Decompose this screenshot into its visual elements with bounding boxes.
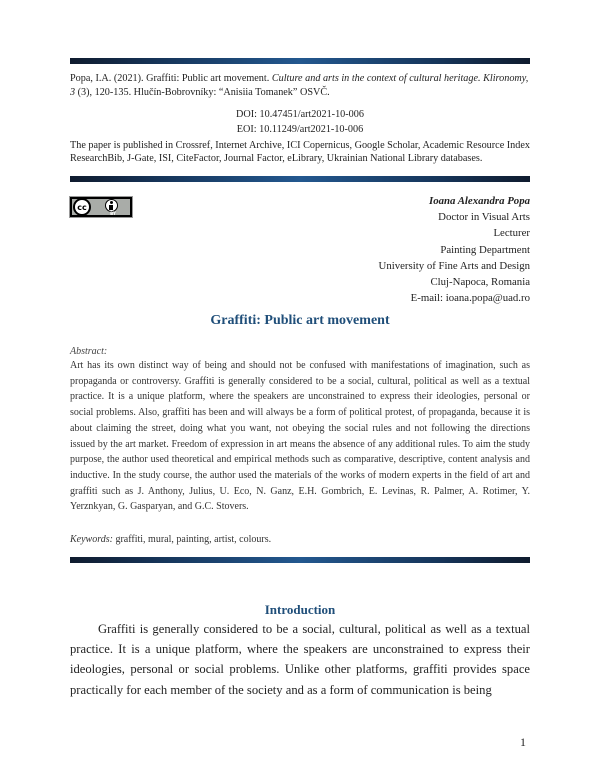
abstract-label: Abstract: bbox=[70, 346, 108, 357]
keywords-label: Keywords: bbox=[70, 534, 113, 545]
author-block bbox=[379, 193, 530, 306]
author-location: Cluj-Napoca, Romania bbox=[430, 276, 530, 289]
author-email[interactable]: E-mail: ioana.popa@uad.ro bbox=[410, 292, 530, 305]
author-university: University of Fine Arts and Design bbox=[378, 259, 530, 272]
citation: Popa, I.A. (2021). Graffiti: Public art movement. Culture and arts in the context of cultural heritage. Klironomy, 3 (3), 120-135. Hlučín-Bobrovníky: “Anisiia Tomanek” OSVČ. bbox=[70, 73, 529, 98]
author-name: Ioana Alexandra Popa bbox=[429, 195, 530, 207]
by-label: BY bbox=[110, 211, 116, 216]
introduction-heading: Introduction bbox=[264, 602, 336, 617]
cc-by-license-icon[interactable] bbox=[69, 196, 133, 218]
eoi: EOI: 10.11249/art2021-10-006 bbox=[236, 124, 364, 135]
header-bottom-rule bbox=[70, 176, 530, 182]
doi-block bbox=[0, 107, 600, 137]
paper-title: Graffiti: Public art movement bbox=[210, 313, 390, 328]
author-position: Lecturer bbox=[493, 227, 530, 240]
abstract-text: Art has its own distinct way of being and should not be confused with manifestations of imagination, such as propaganda or controversy. Graffiti is generally considered to be a social, cultural, political as well as a textual practice. It is a unique platform, where the speakers are unconstrained to express their ideologies, personal or social problems. Also, graffiti has been and will always be a form of political protest, of propaganda, because it is about claiming the street, doing what you want, not obeying the social rules and not following the directions issued by the art market. Freedom of expression in art means the absence of any additional rules. To aim the study purpose, the author used theoretical and empirical methods such as comparative, descriptive, content analysis and inductive. In the study course, the author used the materials of the works of modern experts in the field of art and graffiti such as J. Anthony, Julius, U. Eco, N. Ganz, E.H. Gombrich, E. Levinas, R. Palmer, A. Rotimer, Y. Yerznkyan, G. Gasparyan, and G.C. Stovers. bbox=[70, 360, 530, 513]
cc-icon: cc bbox=[73, 198, 91, 216]
keywords bbox=[70, 534, 271, 545]
author-department: Painting Department bbox=[440, 243, 530, 256]
header-top-rule bbox=[70, 58, 530, 64]
keywords-list: graffiti, mural, painting, artist, colours. bbox=[112, 534, 272, 545]
abstract-bottom-rule bbox=[70, 557, 530, 563]
published-in: The paper is published in Crossref, Internet Archive, ICI Copernicus, Google Scholar, Academic Resource Index ResearchBib, J-Gate, ISI, CiteFactor, Journal Factor, eLibrary, Ukrainian National Library databases. bbox=[70, 140, 530, 164]
page-number: 1 bbox=[520, 735, 526, 749]
introduction-text: Graffiti is generally considered to be a social, cultural, political as well as a textual practice. It is a unique platform, where the speakers are unconstrained to express their ideologies, personal or social problems. Unlike other platforms, graffiti provides space practically for each member of the society and as a form of communication is being bbox=[70, 622, 530, 697]
doi[interactable]: DOI: 10.47451/art2021-10-006 bbox=[236, 109, 364, 120]
author-degree: Doctor in Visual Arts bbox=[438, 211, 530, 224]
